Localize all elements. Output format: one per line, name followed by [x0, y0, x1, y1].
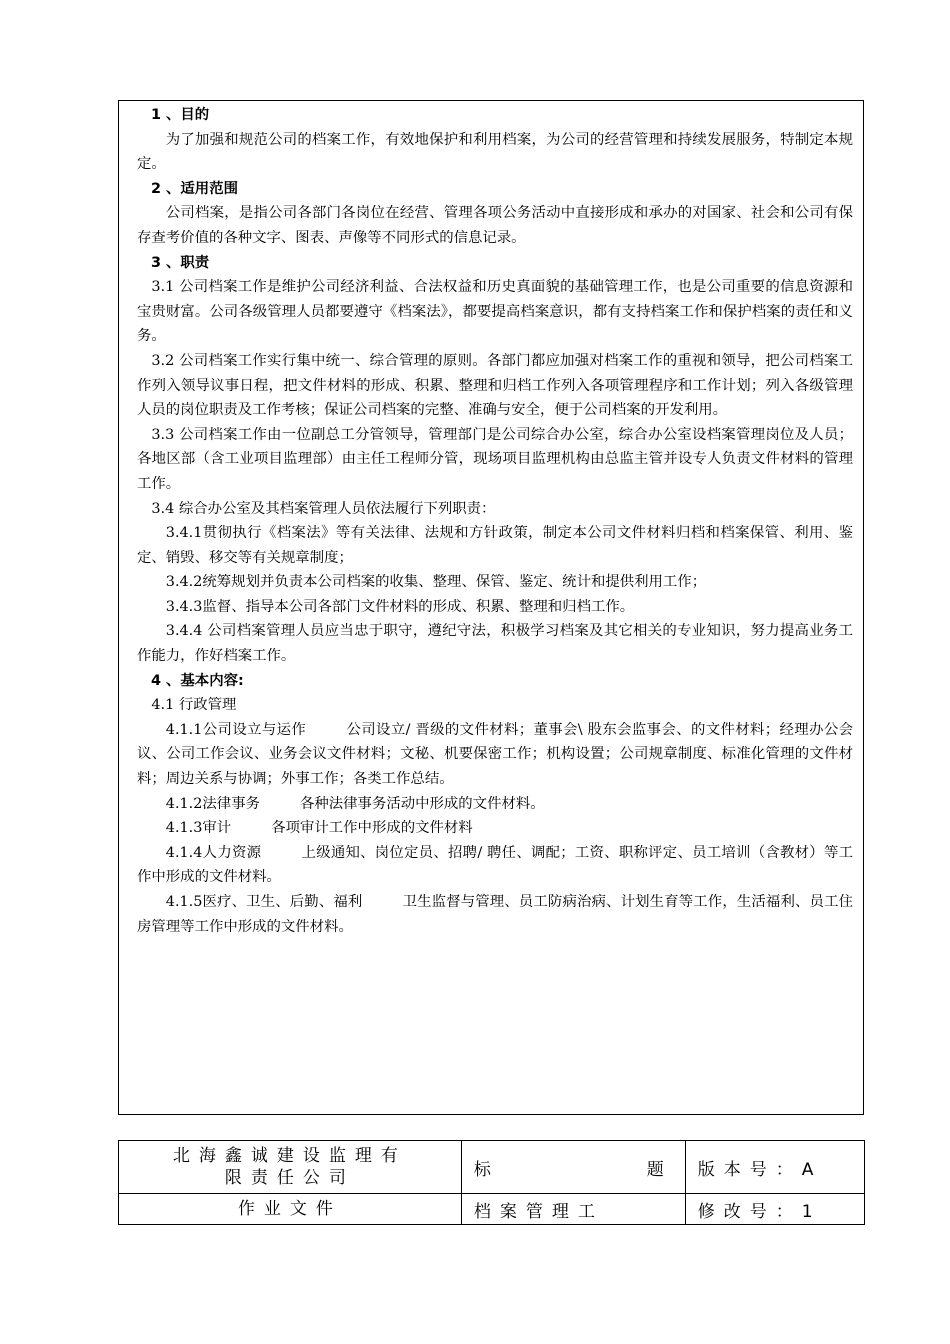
- section-4-heading: 4 、基本内容:: [151, 672, 244, 689]
- section-4-1: 4.1 行政管理: [151, 697, 237, 714]
- section-3-4-1: 3.4.1贯彻执行《档案法》等有关法律、法规和方针政策，制定本公司文件材料归档和档案保管、利用、鉴定、销毁、移交等有关规章制度；: [137, 525, 853, 566]
- item-label: 4.1.3审计: [165, 820, 232, 837]
- section-4-1-4: [137, 841, 853, 890]
- section-3-1: 3.1 公司档案工作是维护公司经济利益、合法权益和历史真面貌的基础管理工作，也是公司重要的信息资源和宝贵财富。公司各级管理人员都要遵守《档案法》，都要提高档案意识，都有支持档案工作和保护档案的责任和义务。: [137, 279, 853, 345]
- footer-row-1: [119, 1141, 865, 1194]
- item-text: 上级通知、岗位定员、招聘/ 聘任、调配；工资、职称评定、员工培训（含教材）等工作中形成的文件材料。: [137, 844, 853, 886]
- section-3-4: 3.4 综合办公室及其档案管理人员依法履行下列职责：: [151, 500, 496, 517]
- item-label: 4.1.2法律事务: [165, 795, 260, 812]
- section-2-text: 公司档案，是指公司各部门各岗位在经营、管理各项公务活动中直接形成和承办的对国家、社会和公司有保存查考价值的各种文字、图表、声像等不同形式的信息记录。: [137, 205, 853, 246]
- section-3-4-4: 3.4.4 公司档案管理人员应当忠于职守，遵纪守法，积极学习档案及其它相关的专业知识，努力提高业务工作能力，作好档案工作。: [137, 623, 853, 665]
- title-label-cell: [461, 1141, 685, 1194]
- section-3-3: 3.3 公司档案工作由一位副总工分管领导，管理部门是公司综合办公室，综合办公室设档案管理岗位及人员；各地区部（含工业项目监理部）由主任工程师分管，现场项目监理机构由总监主管并设专人负责文件材料的管理工作。: [137, 426, 853, 492]
- item-label: 4.1.4人力资源: [165, 844, 262, 861]
- company-name-line-1: 北海鑫诚建设监理有: [172, 1146, 407, 1166]
- doc-title: 档案管理工: [461, 1194, 685, 1225]
- item-label: 4.1.5医疗、卫生、后勤、福利: [165, 894, 363, 910]
- item-label: 4.1.1公司设立与运作: [165, 721, 307, 738]
- section-4-1-5: [137, 890, 853, 939]
- section-4-1-3: [137, 816, 853, 841]
- footer-row-2: [119, 1194, 865, 1225]
- item-text: 公司设立/ 晋级的文件材料；董事会\ 股东会监事会、的文件材料；经理办公会议、公司工作会议、业务会议文件材料；文秘、机要保密工作；机构设置；公司规章制度、标准化管理的文件材料；周边关系与协调；外事工作；各类工作总结。: [137, 721, 853, 788]
- section-4-1-2: [137, 792, 853, 817]
- section-1-text: 为了加强和规范公司的档案工作，有效地保护和利用档案，为公司的经营管理和持续发展服务，特制定本规定。: [137, 131, 853, 173]
- section-2-heading: 2 、适用范围: [151, 180, 238, 197]
- revision-label: 修改号：1: [685, 1194, 864, 1225]
- title-label-a: 标: [473, 1159, 500, 1180]
- item-text: 卫生监督与管理、员工防病治病、计划生育等工作，生活福利、员工住房管理等工作中形成的文件材料。: [137, 894, 853, 935]
- section-3-2: 3.2 公司档案工作实行集中统一、综合管理的原则。各部门都应加强对档案工作的重视和领导，把公司档案工作列入领导议事日程，把文件材料的形成、积累、整理和归档工作列入各项管理程序和工作计划；列入各级管理人员的岗位职责及工作考核；保证公司档案的完整、准确与安全，便于公司档案的开发利用。: [137, 352, 853, 419]
- section-1-heading: 1 、目的: [151, 107, 210, 123]
- version-label: 版本号：A: [685, 1141, 864, 1194]
- title-label-b: 题: [646, 1159, 673, 1180]
- section-4-1-1: [137, 718, 853, 792]
- section-3-4-3: 3.4.3监督、指导本公司各部门文件材料的形成、积累、整理和归档工作。: [165, 598, 635, 615]
- item-text: 各种法律事务活动中形成的文件材料。: [299, 795, 545, 812]
- footer-table: [118, 1140, 865, 1225]
- company-name-cell: [119, 1141, 462, 1194]
- doc-type: 作业文件: [119, 1194, 462, 1225]
- item-text: 各项审计工作中形成的文件材料: [271, 820, 473, 837]
- company-name-line-2: 限责任公司: [224, 1168, 355, 1188]
- section-3-4-2: 3.4.2统筹规划并负责本公司档案的收集、整理、保管、鉴定、统计和提供利用工作；: [165, 574, 707, 591]
- document-body: [118, 100, 864, 1115]
- section-3-heading: 3 、职责: [151, 254, 210, 271]
